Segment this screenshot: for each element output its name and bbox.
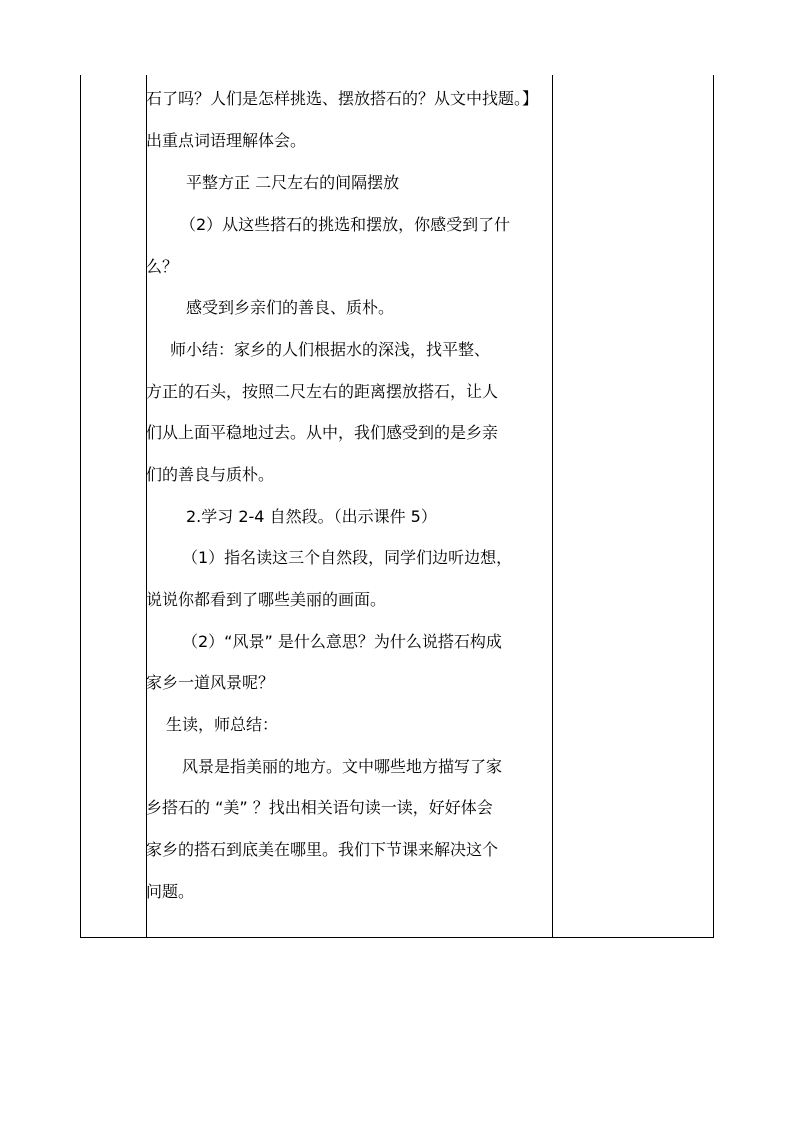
text-line-6: 感受到乡亲们的善良、质朴。 (186, 298, 395, 317)
text-line-19: 家乡的搭石到底美在哪里。我们下节课来解决这个 (146, 840, 499, 859)
text-line-10: 们的善良与质朴。 (146, 465, 275, 484)
text-line-9: 们从上面平稳地过去。从中，我们感受到的是乡亲 (146, 423, 499, 442)
text-line-20: 问题。 (146, 882, 195, 901)
text-line-17: 风景是指美丽的地方。文中哪些地方描写了家 (182, 757, 503, 776)
text-line-14: （2）“风景” 是什么意思？为什么说搭石构成 (182, 632, 502, 651)
text-line-4: （2）从这些搭石的挑选和摆放，你感受到了什 (180, 215, 511, 234)
text-line-5: 么？ (146, 257, 179, 276)
text-line-8: 方正的石头，按照二尺左右的距离摆放搭石，让人 (146, 382, 499, 401)
table-right-border (713, 75, 714, 937)
text-line-15: 家乡一道风景呢？ (146, 673, 275, 692)
text-line-11: 2.学习 2-4 自然段。（出示课件 5） (186, 507, 437, 526)
text-line-3: 平整方正 二尺左右的间隔摆放 (186, 173, 400, 192)
table-column-divider-2 (552, 75, 553, 937)
table-left-border (80, 75, 81, 937)
text-line-1: 石了吗？人们是怎样挑选、摆放搭石的？从文中找题。】 (146, 89, 539, 108)
table-bottom-border (80, 937, 714, 938)
text-line-12: （1）指名读这三个自然段，同学们边听边想， (182, 548, 513, 567)
text-line-2: 出重点词语理解体会。 (146, 131, 307, 150)
text-line-13: 说说你都看到了哪些美丽的画面。 (146, 590, 387, 609)
text-line-18: 乡搭石的 “美” ？找出相关语句读一读，好好体会 (146, 798, 493, 817)
lesson-content-cell (146, 76, 552, 936)
text-line-16: 生读，师总结： (166, 715, 279, 734)
text-line-7: 师小结：家乡的人们根据水的深浅，找平整、 (170, 340, 491, 359)
